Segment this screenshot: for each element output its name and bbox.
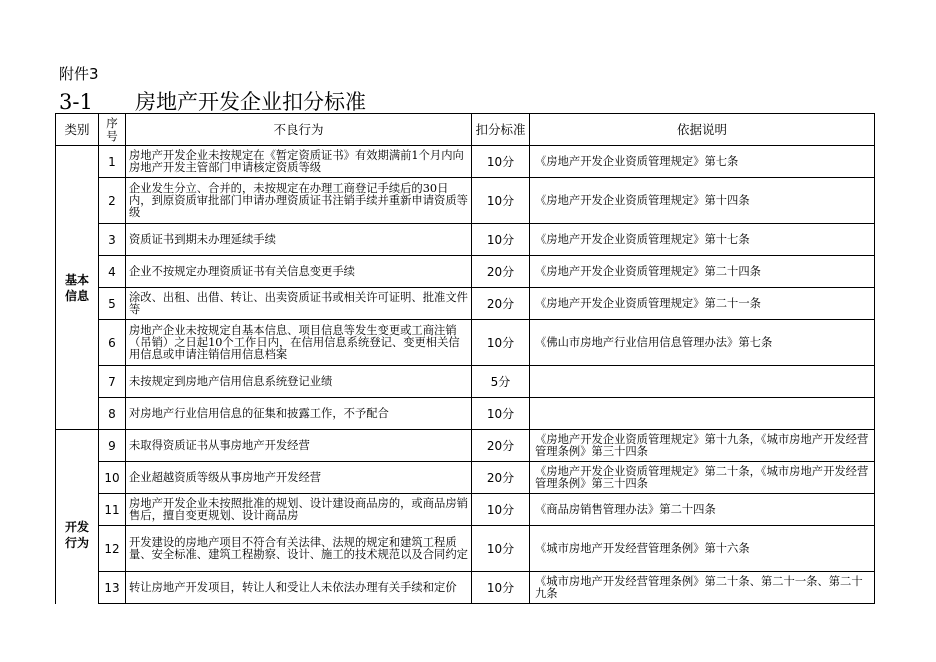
basis-cell xyxy=(530,398,875,430)
serial-cell: 11 xyxy=(99,494,126,526)
basis-cell: 《房地产开发企业资质管理规定》第二十四条 xyxy=(530,256,875,288)
table-row xyxy=(56,494,875,526)
serial-cell: 6 xyxy=(99,320,126,366)
serial-cell: 10 xyxy=(99,462,126,494)
deduction-cell: 20分 xyxy=(472,430,530,462)
behavior-cell: 房地产开发企业未按照批准的规划、设计建设商品房的，或商品房销售后，擅自变更规划、设计商品房 xyxy=(126,494,472,526)
table-row xyxy=(56,462,875,494)
category-basic-info: 基本信息 xyxy=(56,146,99,430)
basis-cell: 《佛山市房地产行业信用信息管理办法》第七条 xyxy=(530,320,875,366)
basis-cell: 《商品房销售管理办法》第二十四条 xyxy=(530,494,875,526)
behavior-cell: 企业超越资质等级从事房地产开发经营 xyxy=(126,462,472,494)
deduction-cell: 10分 xyxy=(472,398,530,430)
serial-cell: 7 xyxy=(99,366,126,398)
category-development: 开发行为 xyxy=(56,430,99,604)
title-number: 3-1 xyxy=(59,90,93,114)
deduction-table xyxy=(55,113,875,604)
basis-cell: 《房地产开发企业资质管理规定》第二十条，《城市房地产开发经营管理条例》第三十四条 xyxy=(530,462,875,494)
deduction-cell: 20分 xyxy=(472,462,530,494)
table-row xyxy=(56,526,875,572)
header-row xyxy=(56,114,875,146)
serial-cell: 4 xyxy=(99,256,126,288)
serial-cell: 3 xyxy=(99,224,126,256)
header-basis: 依据说明 xyxy=(530,114,875,146)
behavior-cell: 未按规定到房地产信用信息系统登记业绩 xyxy=(126,366,472,398)
serial-cell: 8 xyxy=(99,398,126,430)
behavior-cell: 房地产开发企业未按规定在《暂定资质证书》有效期满前1个月内向房地产开发主管部门申请核定资质等级 xyxy=(126,146,472,178)
serial-cell: 1 xyxy=(99,146,126,178)
basis-cell: 《房地产开发企业资质管理规定》第十九条，《城市房地产开发经营管理条例》第三十四条 xyxy=(530,430,875,462)
table-row xyxy=(56,224,875,256)
behavior-cell: 未取得资质证书从事房地产开发经营 xyxy=(126,430,472,462)
header-category: 类别 xyxy=(56,114,99,146)
table-row xyxy=(56,256,875,288)
behavior-cell: 转让房地产开发项目，转让人和受让人未依法办理有关手续和定价 xyxy=(126,572,472,604)
table-row xyxy=(56,320,875,366)
table-row xyxy=(56,288,875,320)
behavior-cell: 对房地产行业信用信息的征集和披露工作，不予配合 xyxy=(126,398,472,430)
basis-cell: 《房地产开发企业资质管理规定》第十七条 xyxy=(530,224,875,256)
table-row xyxy=(56,146,875,178)
deduction-cell: 10分 xyxy=(472,526,530,572)
table-row xyxy=(56,178,875,224)
page-title xyxy=(59,86,366,116)
header-serial: 序号 xyxy=(99,114,126,146)
deduction-cell: 10分 xyxy=(472,224,530,256)
header-behavior: 不良行为 xyxy=(126,114,472,146)
behavior-cell: 房地产企业未按规定自基本信息、项目信息等发生变更或工商注销（吊销）之日起10个工作日内，在信用信息系统登记、变更相关信用信息或申请注销信用信息档案 xyxy=(126,320,472,366)
basis-cell: 《城市房地产开发经营管理条例》第二十条、第二十一条、第二十九条 xyxy=(530,572,875,604)
deduction-cell: 20分 xyxy=(472,288,530,320)
deduction-cell: 20分 xyxy=(472,256,530,288)
behavior-cell: 资质证书到期未办理延续手续 xyxy=(126,224,472,256)
behavior-cell: 企业不按规定办理资质证书有关信息变更手续 xyxy=(126,256,472,288)
basis-cell: 《房地产开发企业资质管理规定》第二十一条 xyxy=(530,288,875,320)
deduction-cell: 10分 xyxy=(472,320,530,366)
serial-cell: 5 xyxy=(99,288,126,320)
deduction-cell: 10分 xyxy=(472,178,530,224)
attachment-label: 附件3 xyxy=(59,65,99,83)
header-deduction: 扣分标准 xyxy=(472,114,530,146)
basis-cell: 《城市房地产开发经营管理条例》第十六条 xyxy=(530,526,875,572)
deduction-cell: 5分 xyxy=(472,366,530,398)
table-row xyxy=(56,398,875,430)
behavior-cell: 开发建设的房地产项目不符合有关法律、法规的规定和建筑工程质量、安全标准、建筑工程勘察、设计、施工的技术规范以及合同约定 xyxy=(126,526,472,572)
deduction-cell: 10分 xyxy=(472,572,530,604)
title-text: 房地产开发企业扣分标准 xyxy=(135,90,366,114)
table-row xyxy=(56,572,875,604)
serial-cell: 9 xyxy=(99,430,126,462)
behavior-cell: 企业发生分立、合并的，未按规定在办理工商登记手续后的30日内，到原资质审批部门申请办理资质证书注销手续并重新申请资质等级 xyxy=(126,178,472,224)
basis-cell xyxy=(530,366,875,398)
behavior-cell: 涂改、出租、出借、转让、出卖资质证书或相关许可证明、批准文件等 xyxy=(126,288,472,320)
table-row xyxy=(56,366,875,398)
serial-cell: 2 xyxy=(99,178,126,224)
serial-cell: 12 xyxy=(99,526,126,572)
table-row xyxy=(56,430,875,462)
deduction-cell: 10分 xyxy=(472,146,530,178)
deduction-cell: 10分 xyxy=(472,494,530,526)
basis-cell: 《房地产开发企业资质管理规定》第十四条 xyxy=(530,178,875,224)
basis-cell: 《房地产开发企业资质管理规定》第七条 xyxy=(530,146,875,178)
serial-cell: 13 xyxy=(99,572,126,604)
